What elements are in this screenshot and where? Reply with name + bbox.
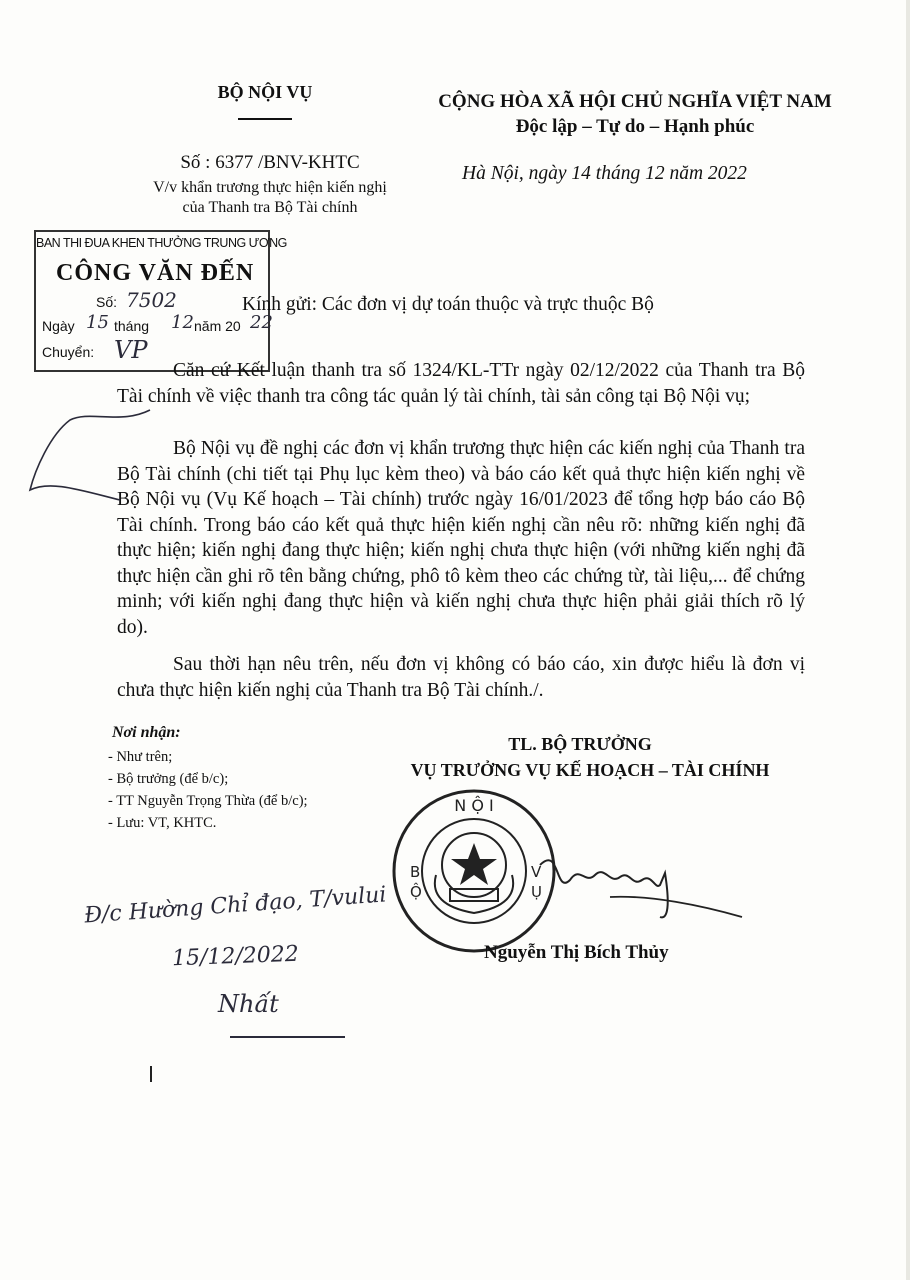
recipient-line: Kính gửi: Các đơn vị dự toán thuộc và trực thuộc Bộ	[242, 294, 654, 315]
agency-underline	[238, 118, 292, 120]
svg-text:B: B	[410, 863, 421, 881]
stamp-day-value: 15	[86, 312, 109, 333]
svg-text:V: V	[531, 863, 542, 881]
recipient-item: - Lưu: VT, KHTC.	[108, 815, 217, 831]
handwritten-margin-mark	[10, 380, 160, 530]
recipient-item: - Như trên;	[108, 749, 173, 765]
handwritten-note-line-2: 15/12/2022	[171, 941, 300, 972]
stamp-forward-label: Chuyển:	[42, 344, 95, 360]
agency-name: BỘ NỘI VỤ	[217, 82, 313, 102]
svg-text:Ụ: Ụ	[531, 883, 542, 901]
subject-line-2: của Thanh tra Bộ Tài chính	[182, 199, 358, 216]
handwritten-underline	[230, 1036, 345, 1038]
stamp-no-label: Số:	[96, 294, 118, 310]
handwritten-note-line-3: Nhất	[218, 990, 279, 1018]
paragraph-legal-basis: Căn cứ Kết luận thanh tra số 1324/KL-TTr ngày 02/12/2022 của Thanh tra Bộ Tài chính về việc thanh tra công tác quản lý tài chính, tài sản công tại Bộ Nội vụ;	[117, 360, 805, 407]
paragraph-deadline-note: Sau thời hạn nêu trên, nếu đơn vị không có báo cáo, xin được hiểu là đơn vị chưa thực hiện kiến nghị của Thanh tra Bộ Tài chính./.	[117, 654, 805, 701]
stamp-month-value: 12	[171, 312, 194, 333]
svg-text:N Ộ I: N Ộ I	[454, 796, 494, 815]
nation-title: CỘNG HÒA XÃ HỘI CHỦ NGHĨA VIỆT NAM	[438, 91, 832, 112]
stamp-month-label: tháng	[114, 318, 150, 334]
signature-line-2: VỤ TRƯỞNG VỤ KẾ HOẠCH – TÀI CHÍNH	[410, 760, 770, 780]
recipient-item: - Bộ trưởng (để b/c);	[108, 771, 229, 787]
stamp-title: CÔNG VĂN ĐẾN	[56, 260, 255, 286]
stamp-no-value: 7502	[126, 288, 177, 312]
signer-name: Nguyễn Thị Bích Thủy	[484, 942, 669, 963]
nation-motto: Độc lập – Tự do – Hạnh phúc	[515, 116, 755, 137]
handwritten-signature	[520, 825, 760, 925]
received-stamp	[34, 230, 287, 372]
stamp-forward-value: VP	[114, 336, 148, 364]
recipients-title: Nơi nhận:	[112, 724, 181, 741]
place-date: Hà Nội, ngày 14 tháng 12 năm 2022	[462, 163, 747, 184]
scan-edge	[906, 0, 910, 1280]
handwritten-note-line-1: Đ/c Hường Chỉ đạo, T/vului	[83, 882, 388, 929]
stamp-year-label: năm 20	[194, 318, 241, 334]
recipients-list	[108, 746, 308, 834]
signature-line-1: TL. BỘ TRƯỞNG	[508, 734, 652, 754]
paragraph-request: Bộ Nội vụ đề nghị các đơn vị khẩn trương thực hiện các kiến nghị của Thanh tra Bộ Tài chính (chi tiết tại Phụ lục kèm theo) và báo cáo kết quả thực hiện kiến nghị về Bộ Nội vụ (Vụ Kế hoạch – Tài chính) trước ngày 16/01/2023 để tổng hợp báo cáo Bộ Tài chính. Trong báo cáo kết quả thực hiện kiến nghị cần nêu rõ: những kiến nghị đã thực hiện; kiến nghị đang thực hiện; kiến nghị chưa thực hiện (với những kiến nghị đã thực hiện cần ghi rõ tên bằng chứng, phô tô kèm theo các chứng từ, tài liệu,... để chứng minh; với kiến nghị đang thực hiện và kiến nghị chưa thực hiện phải giải thích rõ lý do).	[117, 438, 805, 638]
recipient-item: - TT Nguyễn Trọng Thừa (để b/c);	[108, 793, 308, 809]
svg-text:Ộ: Ộ	[410, 883, 422, 901]
stamp-year-value: 22	[250, 312, 273, 333]
document-number: Số : 6377 /BNV-KHTC	[180, 152, 360, 173]
stamp-day-label: Ngày	[42, 318, 75, 334]
stamp-org: BAN THI ĐUA KHEN THƯỞNG TRUNG ƯƠNG	[36, 236, 287, 250]
subject-line-1: V/v khẩn trương thực hiện kiến nghị	[153, 179, 387, 196]
scan-mark	[150, 1066, 152, 1082]
